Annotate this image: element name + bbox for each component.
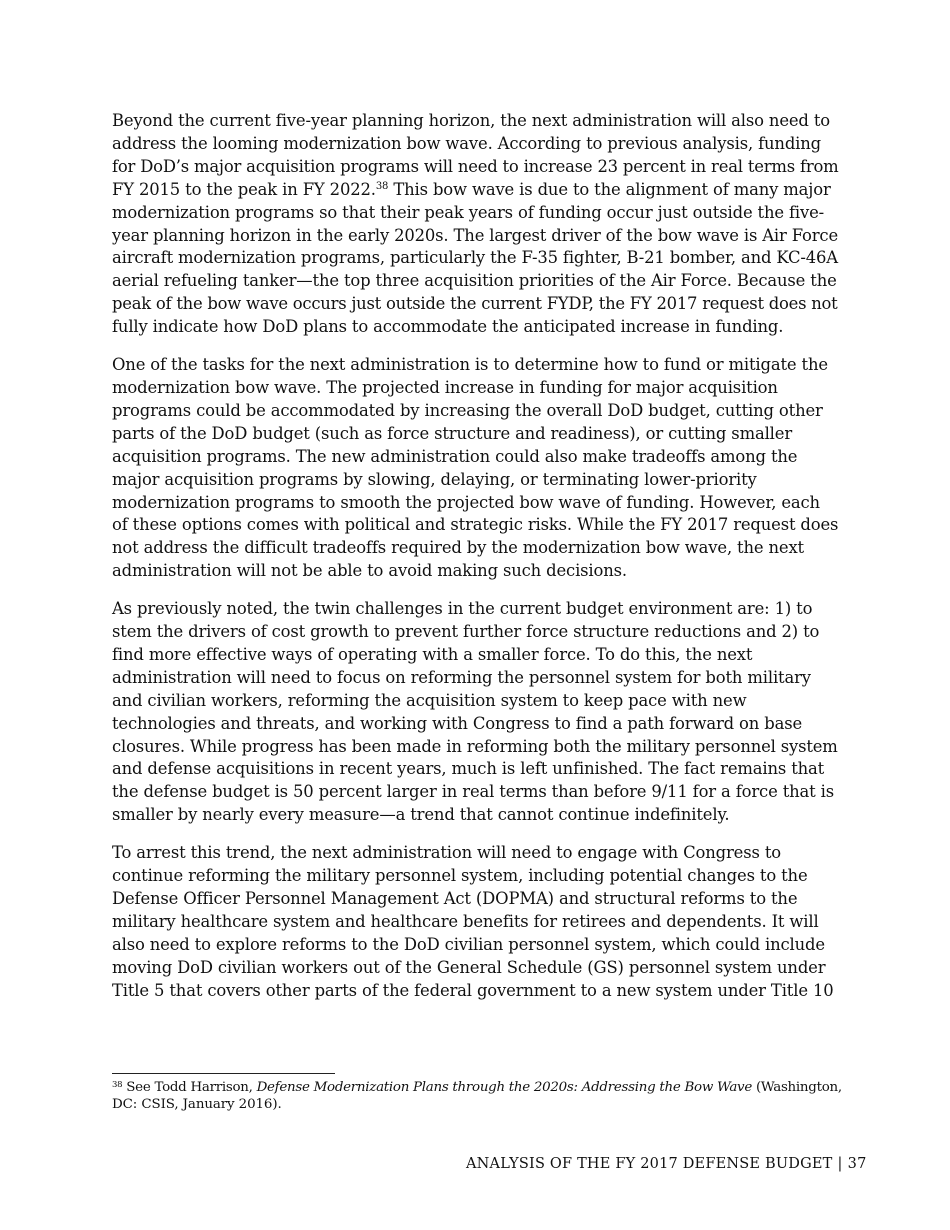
text-line: To arrest this trend, the next administration will need to engage with Congress to — [112, 843, 781, 863]
footnote-line: DC: CSIS, January 2016). — [112, 1097, 282, 1112]
text-line: programs could be accommodated by increasing the overall DoD budget, cutting other — [112, 400, 823, 420]
text-line: continue reforming the military personnel system, including potential changes to the — [112, 866, 808, 886]
footnote-suffix: (Washington, — [751, 1080, 842, 1095]
footnote-reference[interactable]: 38 — [375, 180, 389, 192]
footnote-number: 38 — [112, 1080, 123, 1090]
text-line: fully indicate how DoD plans to accommodate the anticipated increase in funding. — [112, 317, 784, 337]
footnote-prefix: See Todd Harrison, — [122, 1080, 257, 1095]
paragraph-2 — [112, 354, 838, 583]
footer-separator: | — [837, 1156, 843, 1172]
text-line: Title 5 that covers other parts of the federal government to a new system under Title 10 — [112, 980, 834, 1000]
text-line: for DoD’s major acquisition programs will need to increase 23 percent in real terms from — [112, 156, 839, 176]
text-line: the defense budget is 50 percent larger in real terms than before 9/11 for a force that is — [112, 782, 835, 802]
footnote-cited-title: Defense Modernization Plans through the 2020s: Addressing the Bow Wave — [256, 1080, 752, 1095]
text-line: aircraft modernization programs, particularly the F-35 fighter, B-21 bomber, and KC-46A — [112, 248, 838, 268]
body-text — [112, 110, 838, 1018]
text-line: military healthcare system and healthcare benefits for retirees and dependents. It will — [112, 911, 819, 931]
text-line: and civilian workers, reforming the acquisition system to keep pace with new — [112, 690, 747, 710]
text-segment: FY 2015 to the peak in FY 2022. — [112, 179, 376, 199]
text-line: address the looming modernization bow wave. According to previous analysis, funding — [112, 133, 822, 153]
text-line: smaller by nearly every measure—a trend that cannot continue indefinitely. — [112, 805, 730, 825]
text-line: One of the tasks for the next administration is to determine how to fund or mitigate the — [112, 355, 828, 375]
footnote-line — [112, 1079, 842, 1096]
text-line: technologies and threats, and working with Congress to find a path forward on base — [112, 713, 803, 733]
text-line: Defense Officer Personnel Management Act (DOPMA) and structural reforms to the — [112, 889, 798, 908]
text-line: modernization programs so that their peak years of funding occur just outside the five- — [112, 202, 825, 222]
text-line: As previously noted, the twin challenges in the current budget environment are: 1) to — [112, 599, 813, 619]
page-number: 37 — [847, 1156, 867, 1172]
text-line: parts of the DoD budget (such as force structure and readiness), or cutting smaller — [112, 423, 792, 443]
text-line: modernization programs to smooth the projected bow wave of funding. However, each — [112, 492, 820, 512]
text-line: aerial refueling tanker—the top three acquisition priorities of the Air Force. Because the — [112, 271, 837, 291]
text-line: find more effective ways of operating with a smaller force. To do this, the next — [112, 644, 753, 664]
text-line: major acquisition programs by slowing, delaying, or terminating lower-priority — [112, 469, 757, 489]
footnote — [112, 1079, 842, 1113]
text-line: modernization bow wave. The projected increase in funding for major acquisition — [112, 377, 778, 397]
footnote-divider — [112, 1073, 335, 1074]
footer-title: ANALYSIS OF THE FY 2017 DEFENSE BUDGET — [466, 1156, 833, 1172]
text-line: not address the difficult tradeoffs required by the modernization bow wave, the next — [112, 538, 804, 558]
text-line: administration will need to focus on reforming the personnel system for both military — [112, 667, 811, 687]
text-line: Beyond the current five-year planning horizon, the next administration will also need to — [112, 111, 830, 130]
text-line: of these options comes with political and strategic risks. While the FY 2017 request does — [112, 515, 839, 535]
text-line: peak of the bow wave occurs just outside the current FYDP, the FY 2017 request does not — [112, 294, 838, 314]
text-line: acquisition programs. The new administration could also make tradeoffs among the — [112, 446, 798, 466]
text-segment: This bow wave is due to the alignment of many major — [388, 179, 831, 199]
text-line: moving DoD civilian workers out of the General Schedule (GS) personnel system under — [112, 957, 826, 977]
text-line: and defense acquisitions in recent years, much is left unfinished. The fact remains that — [112, 759, 825, 779]
text-line — [112, 179, 838, 202]
paragraph-4 — [112, 842, 838, 1002]
paragraph-3 — [112, 598, 838, 827]
page-footer — [466, 1156, 867, 1172]
text-line: also need to explore reforms to the DoD civilian personnel system, which could include — [112, 934, 825, 954]
text-line: stem the drivers of cost growth to prevent further force structure reductions and 2) to — [112, 622, 820, 642]
paragraph-1 — [112, 110, 838, 339]
text-line: administration will not be able to avoid making such decisions. — [112, 561, 627, 581]
text-line: year planning horizon in the early 2020s. The largest driver of the bow wave is Air Force — [112, 225, 838, 245]
text-line: closures. While progress has been made in reforming both the military personnel system — [112, 736, 838, 756]
